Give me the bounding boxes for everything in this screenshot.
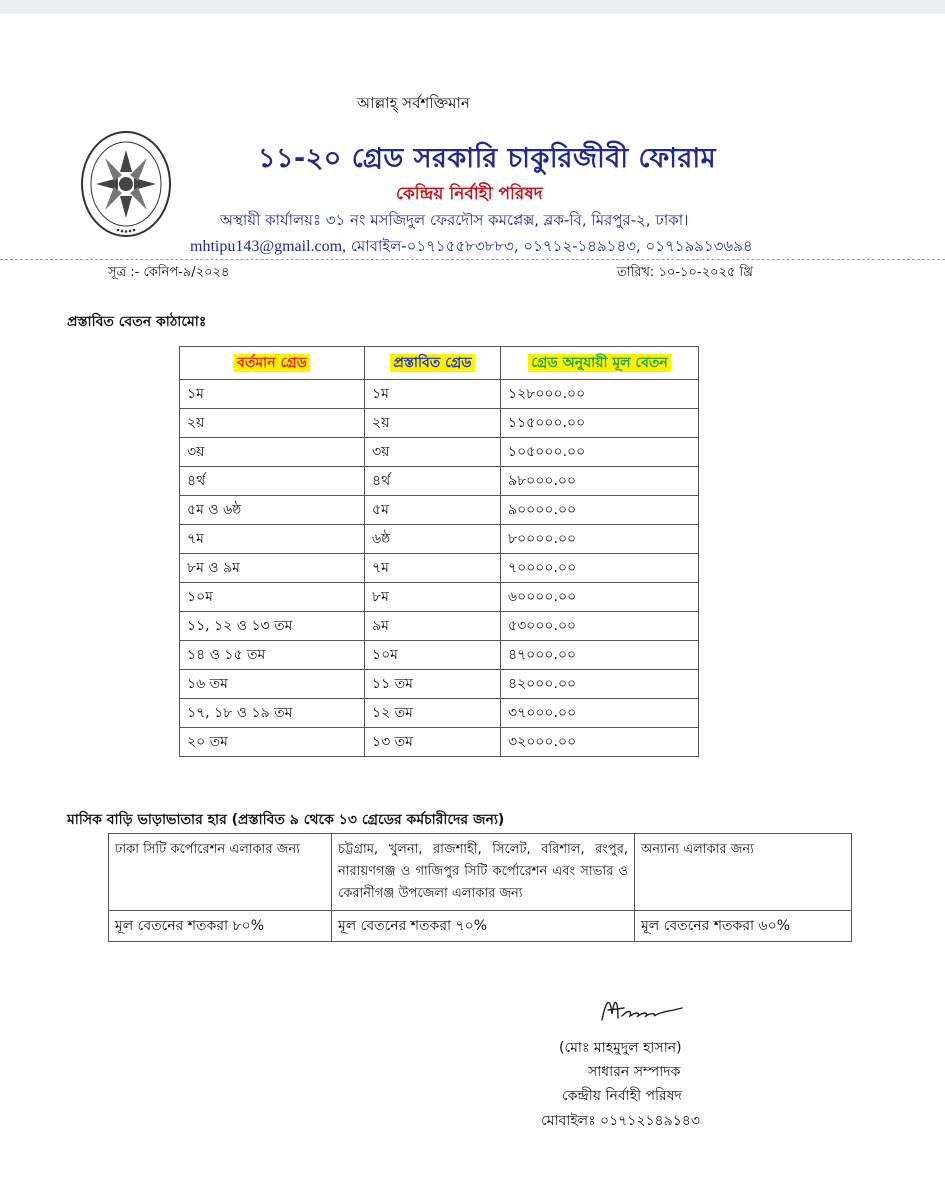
salary-row (180, 380, 699, 409)
area-dhaka: ঢাকা সিটি কর্পোরেশন এলাকার জন্য (109, 834, 332, 911)
proposed-grade-cell: ৯ম (365, 612, 501, 641)
salary-row (180, 670, 699, 699)
organization-title: ১১-২০ গ্রেড সরকারি চাকুরিজীবী ফোরাম (258, 143, 717, 174)
current-grade-cell: ১ম (180, 380, 365, 409)
salary-row (180, 438, 699, 467)
current-grade-cell: ৭ম (180, 525, 365, 554)
current-grade-cell: ১০ম (180, 583, 365, 612)
rent-area-row (109, 834, 852, 911)
rent-rate-row (109, 911, 852, 942)
salary-row (180, 525, 699, 554)
council-name: কেন্দ্রিয় নির্বাহী পরিষদ (396, 184, 543, 204)
salary-body (180, 380, 699, 757)
house-rent-heading: মাসিক বাড়ি ভাড়াভাতার হার (প্রস্তাবিত ৯ থেকে ১৩ গ্রেডের কর্মচারীদের জন্য) (67, 812, 505, 828)
office-address: অস্থায়ী কার্যালয়ঃ ৩১ নং মসজিদুল ফেরদৌস কমপ্লেক্স, ব্লক-বি, মিরপুর-২, ঢাকা। (220, 211, 689, 229)
basic-salary-cell: ৩২০০০.০০ (501, 728, 699, 757)
basic-salary-cell: ৬০০০০.০০ (501, 583, 699, 612)
salary-row (180, 641, 699, 670)
phone-numbers: মোবাইল-০১৭১৫৫৮৩৮৮৩, ০১৭১২-১৪৯১৪৩, ০১৭১৯৯১৩৬৯৪ (350, 237, 753, 255)
salary-header-row (180, 347, 699, 380)
basic-salary-cell: ৮০০০০.০০ (501, 525, 699, 554)
basic-salary-cell: ৭০০০০.০০ (501, 554, 699, 583)
salary-row (180, 612, 699, 641)
salary-row (180, 409, 699, 438)
col-current-grade: বর্তমান গ্রেড (180, 347, 365, 380)
email-address: mhtipu143@gmail.com, (190, 238, 347, 255)
current-grade-cell: ১৪ ও ১৫ তম (180, 641, 365, 670)
basic-salary-cell: ৯০০০০.০০ (501, 496, 699, 525)
proposed-grade-cell: ২য় (365, 409, 501, 438)
salary-row (180, 583, 699, 612)
proposed-grade-cell: ৫ম (365, 496, 501, 525)
invocation: আল্লাহ্‌ সর্বশক্তিমান (357, 94, 470, 112)
proposed-grade-cell: ১০ম (365, 641, 501, 670)
header-divider (0, 259, 945, 260)
proposed-grade-cell: ৬ষ্ঠ (365, 525, 501, 554)
proposed-grade-cell: ১১ তম (365, 670, 501, 699)
document-date: তারিখ: ১০-১০-২০২৫ খ্রি (617, 265, 753, 280)
proposed-grade-cell: ৪র্থ (365, 467, 501, 496)
basic-salary-cell: ৩৭০০০.০০ (501, 699, 699, 728)
basic-salary-cell: ৯৮০০০.০০ (501, 467, 699, 496)
proposed-grade-cell: ৭ম (365, 554, 501, 583)
current-grade-cell: ১১, ১২ ও ১৩ তম (180, 612, 365, 641)
house-rent-table (108, 833, 852, 942)
salary-row (180, 496, 699, 525)
col-proposed-grade: প্রস্তাবিত গ্রেড (365, 347, 501, 380)
basic-salary-cell: ৪২০০০.০০ (501, 670, 699, 699)
proposed-grade-cell: ৩য় (365, 438, 501, 467)
forum-logo (80, 130, 172, 238)
basic-salary-cell: ৪৭০০০.০০ (501, 641, 699, 670)
proposed-grade-cell: ১২ তম (365, 699, 501, 728)
rate-dhaka: মূল বেতনের শতকরা ৮০% (109, 911, 332, 942)
current-grade-cell: ৮ম ও ৯ম (180, 554, 365, 583)
signatory-name: (মোঃ মাহমুদুল হাসান) (559, 1040, 682, 1056)
signatory-designation: সাধারন সম্পাদক (588, 1064, 681, 1080)
salary-table (179, 346, 699, 757)
salary-row (180, 728, 699, 757)
current-grade-cell: ২য় (180, 409, 365, 438)
basic-salary-cell: ৫৩০০০.০০ (501, 612, 699, 641)
signatory-mobile: মোবাইলঃ ০১৭১২১৪৯১৪৩ (541, 1113, 700, 1129)
current-grade-cell: ১৭, ১৮ ও ১৯ তম (180, 699, 365, 728)
top-bar (0, 0, 945, 14)
salary-row (180, 699, 699, 728)
current-grade-cell: ১৬ তম (180, 670, 365, 699)
handwritten-signature (596, 990, 686, 1030)
current-grade-cell: ৫ম ও ৬ষ্ঠ (180, 496, 365, 525)
basic-salary-cell: ১২৮০০০.০০ (501, 380, 699, 409)
basic-salary-cell: ১১৫০০০.০০ (501, 409, 699, 438)
proposed-grade-cell: ১ম (365, 380, 501, 409)
signatory-body: কেন্দ্রীয় নির্বাহী পরিষদ (562, 1088, 682, 1104)
rate-divisional-cities: মূল বেতনের শতকরা ৭০% (332, 911, 635, 942)
area-others: অন্যান্য এলাকার জন্য (635, 834, 852, 911)
current-grade-cell: ২০ তম (180, 728, 365, 757)
current-grade-cell: ৪র্থ (180, 467, 365, 496)
proposed-grade-cell: ১৩ তম (365, 728, 501, 757)
salary-row (180, 467, 699, 496)
area-divisional-cities: চট্টগ্রাম, খুলনা, রাজশাহী, সিলেট, বরিশাল, রংপুর, নারায়ণগঞ্জ ও গাজিপুর সিটি কর্পোরেশন এবং সাভার ও কেরানীগঞ্জ উপজেলা এলাকার জন্য (332, 834, 635, 911)
basic-salary-cell: ১০৫০০০.০০ (501, 438, 699, 467)
rate-others: মূল বেতনের শতকরা ৬০% (635, 911, 852, 942)
col-basic-salary: গ্রেড অনুযায়ী মূল বেতন (501, 347, 699, 380)
proposed-grade-cell: ৮ম (365, 583, 501, 612)
reference-number: সূত্র :- কেনিপ-৯/২০২৪ (108, 265, 230, 280)
contact-line (190, 235, 753, 260)
current-grade-cell: ৩য় (180, 438, 365, 467)
salary-heading: প্রস্তাবিত বেতন কাঠামোঃ (67, 314, 207, 330)
salary-row (180, 554, 699, 583)
